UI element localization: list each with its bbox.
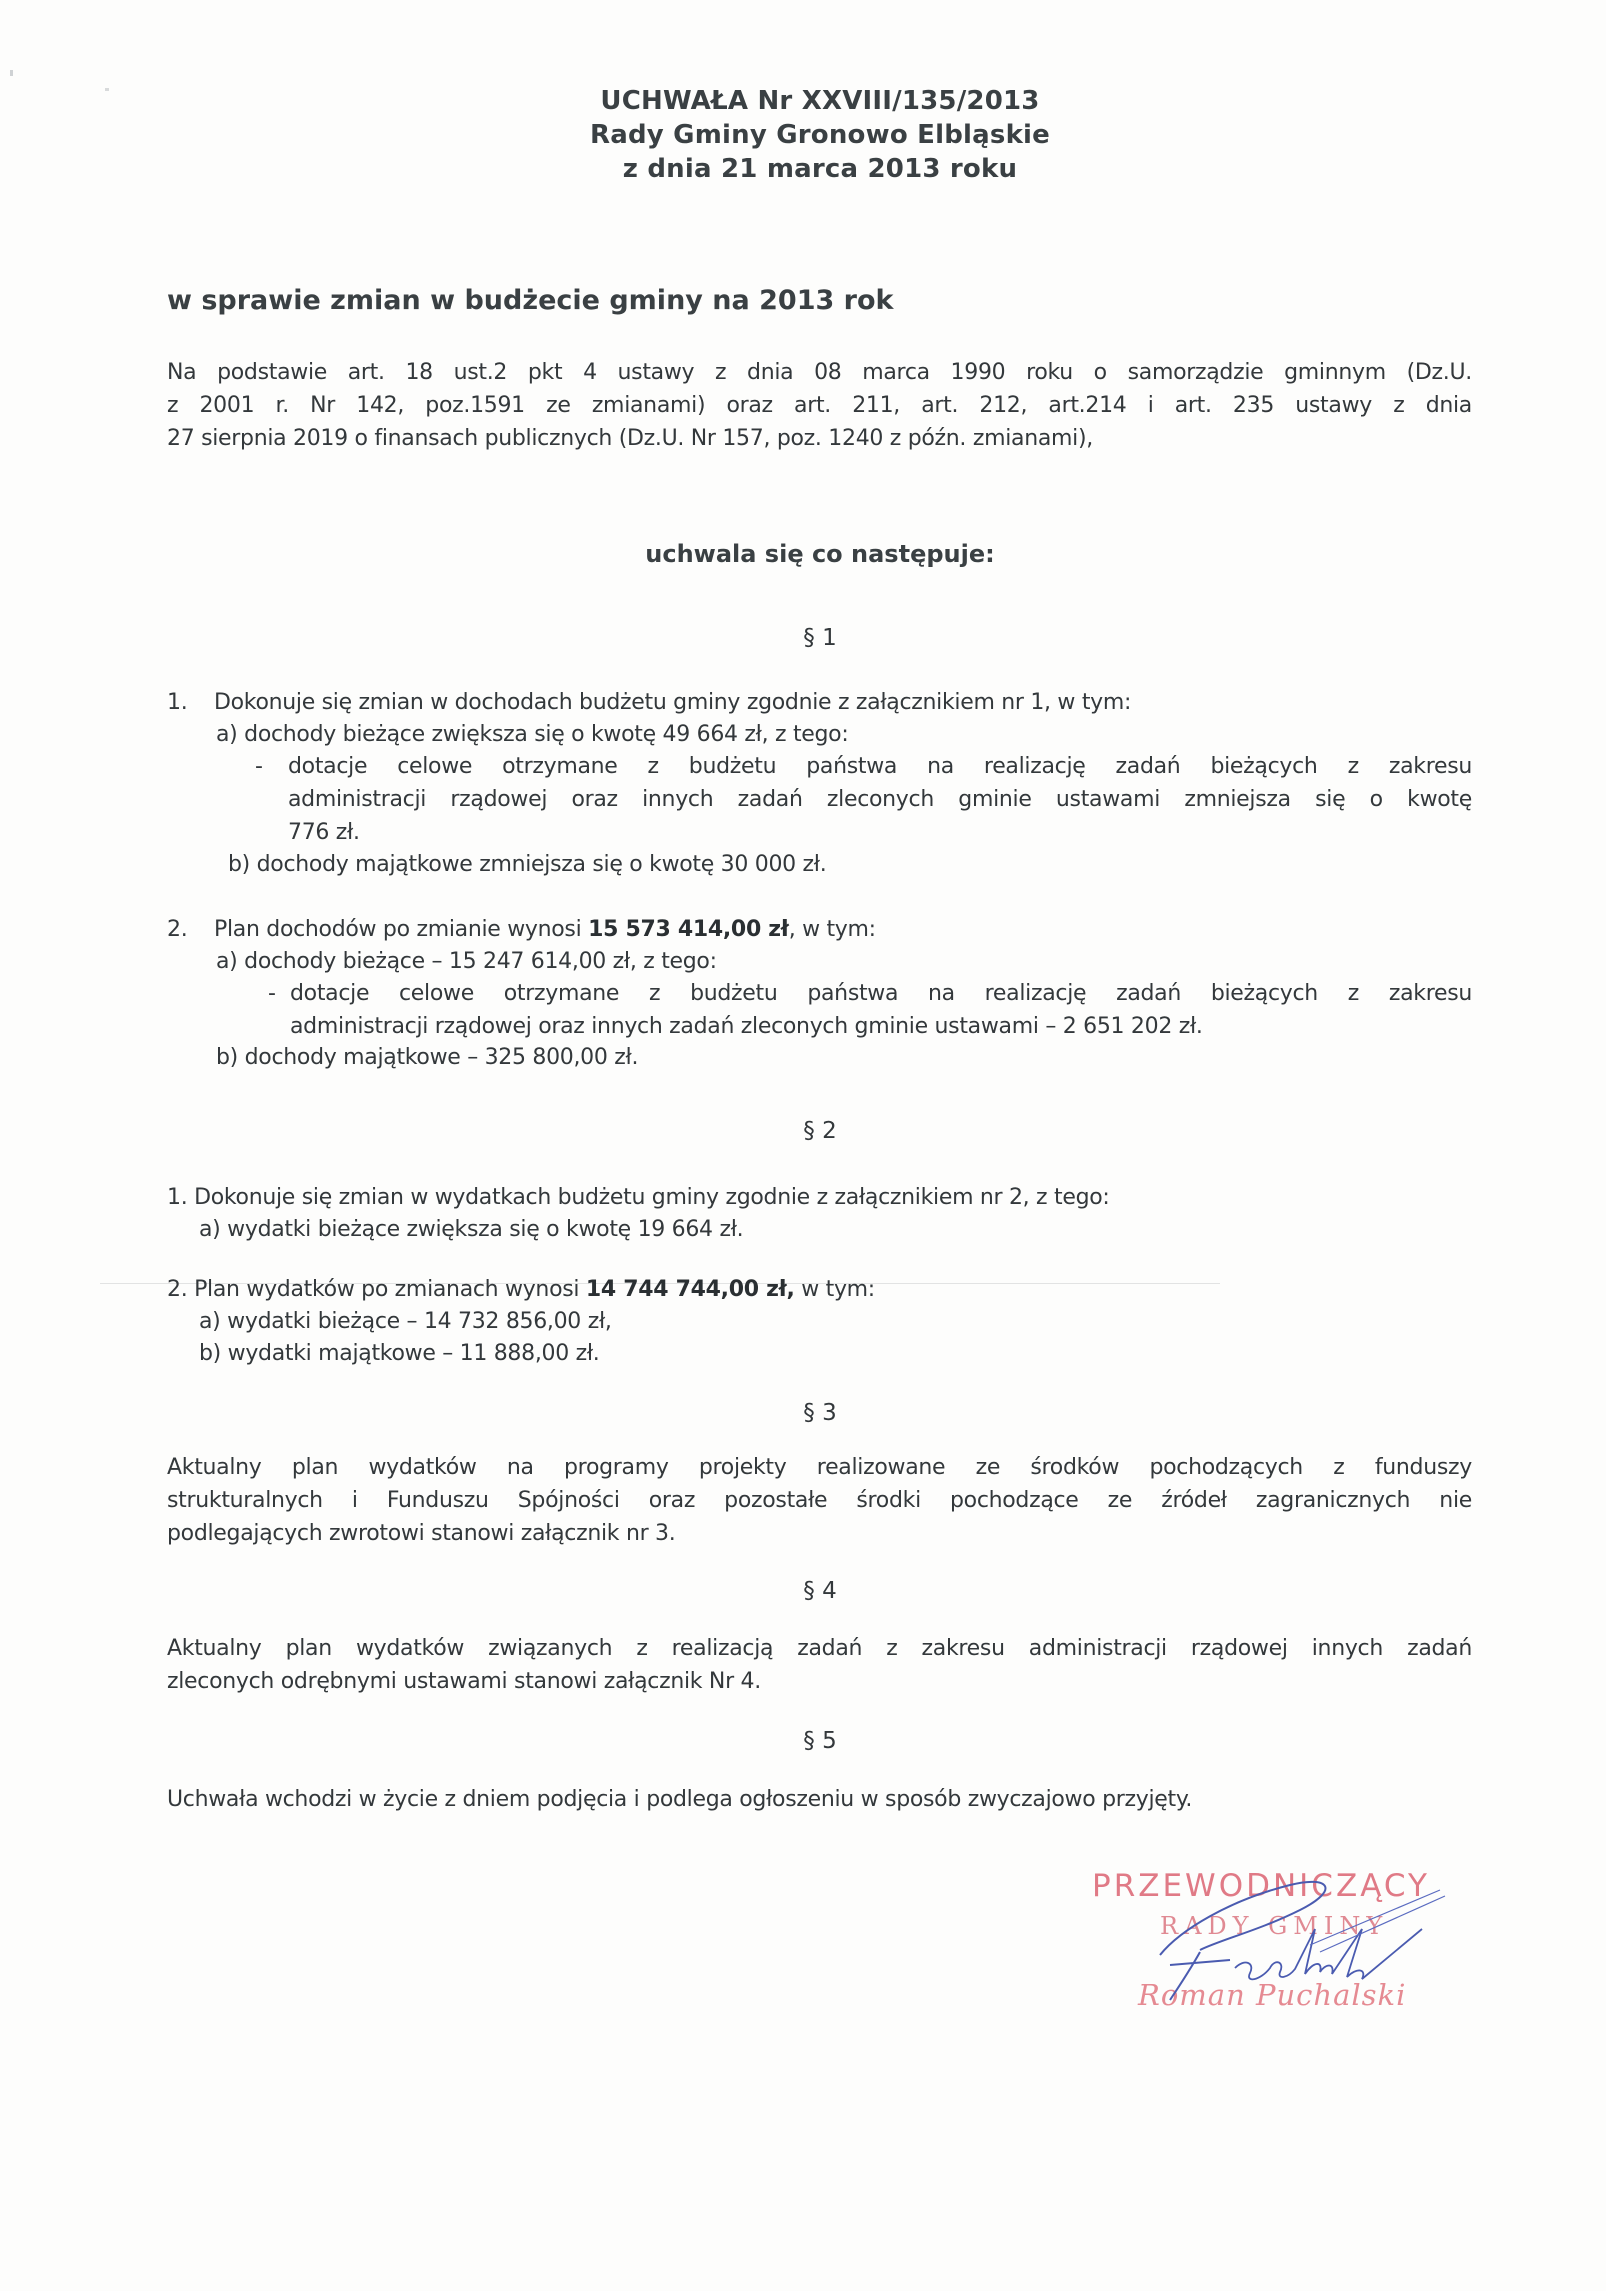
s1-item2-text-after: , w tym:	[788, 917, 876, 942]
s2-item2-text-after: w tym:	[794, 1277, 875, 1302]
s3-line: strukturalnych i Funduszu Spójności oraz pozostałe środki pochodzące ze źródeł zagranicznych nie	[167, 1488, 1472, 1513]
s2-item2-amount: 14 744 744,00 zł,	[585, 1277, 795, 1302]
section-heading-5: § 5	[803, 1728, 837, 1754]
s4-paragraph	[167, 1632, 1472, 1698]
s3-paragraph	[167, 1451, 1472, 1550]
s1-item1-text: Dokonuje się zmian w dochodach budżetu gminy zgodnie z załącznikiem nr 1, w tym:	[214, 690, 1132, 715]
s1-item2-number: 2.	[167, 917, 188, 942]
preamble-line: z 2001 r. Nr 142, poz.1591 ze zmianami) oraz art. 211, art. 212, art.214 i art. 235 ustawy z dnia	[167, 393, 1472, 418]
section-heading-2: § 2	[803, 1118, 837, 1144]
s1-item1-a-sub-line: 776 zł.	[288, 820, 360, 845]
s2-item2-a: a) wydatki bieżące – 14 732 856,00 zł,	[199, 1309, 612, 1334]
resolves-heading: uchwala się co następuje:	[645, 540, 995, 568]
s2-item2-b: b) wydatki majątkowe – 11 888,00 zł.	[199, 1341, 600, 1366]
s1-item2-a-sub	[290, 977, 1472, 1043]
preamble-line: 27 sierpnia 2019 o finansach publicznych (Dz.U. Nr 157, poz. 1240 z późn. zmianami),	[167, 426, 1093, 451]
s1-item2-b: b) dochody majątkowe – 325 800,00 zł.	[216, 1045, 639, 1070]
s2-item2-text	[167, 1273, 875, 1306]
signature-stroke	[1310, 1890, 1445, 1952]
s4-line: Aktualny plan wydatków związanych z realizacją zadań z zakresu administracji rządowej innych zadań	[167, 1636, 1472, 1661]
signature-stroke	[1160, 1882, 1325, 1955]
stamp-name: Roman Puchalski	[1138, 1978, 1407, 2012]
section-heading-4: § 4	[803, 1578, 837, 1604]
preamble	[167, 356, 1472, 455]
document-title-line-1: UCHWAŁA Nr XXVIII/135/2013	[600, 86, 1040, 116]
s1-item1-b: b) dochody majątkowe zmniejsza się o kwotę 30 000 zł.	[228, 852, 827, 877]
s5-text: Uchwała wchodzi w życie z dniem podjęcia i podlega ogłoszeniu w sposób zwyczajowo przyjęty.	[167, 1787, 1193, 1812]
s2-item1-text: 1. Dokonuje się zmian w wydatkach budżetu gminy zgodnie z załącznikiem nr 2, z tego:	[167, 1185, 1110, 1210]
s1-item1-a-sub	[288, 750, 1472, 849]
s1-item1-a-dash: -	[255, 754, 263, 779]
s3-line: Aktualny plan wydatków na programy projekty realizowane ze środków pochodzących z funduszy	[167, 1455, 1472, 1480]
s1-item1-a-sub-line: administracji rządowej oraz innych zadań zleconych gminie ustawami zmniejsza się o kwotę	[288, 787, 1472, 812]
document-title-line-3: z dnia 21 marca 2013 roku	[622, 154, 1018, 184]
s1-item2-text-before: Plan dochodów po zmianie wynosi	[214, 917, 589, 942]
section-heading-1: § 1	[803, 625, 837, 651]
preamble-line: Na podstawie art. 18 ust.2 pkt 4 ustawy z dnia 08 marca 1990 roku o samorządzie gminnym (Dz.U.	[167, 360, 1472, 385]
s1-item2-a-dash: -	[268, 981, 276, 1006]
stamp-title: PRZEWODNICZĄCY	[1092, 1868, 1430, 1904]
s1-item2-a-sub-line: dotacje celowe otrzymane z budżetu państwa na realizację zadań bieżących z zakresu	[290, 981, 1472, 1006]
stamp-subtitle: RADY GMINY	[1160, 1912, 1389, 1940]
s1-item2-a: a) dochody bieżące – 15 247 614,00 zł, z tego:	[216, 949, 717, 974]
scan-artifact	[10, 70, 13, 76]
handwritten-signature	[1140, 1860, 1460, 2020]
s1-item1-a-sub-line: dotacje celowe otrzymane z budżetu państwa na realizację zadań bieżących z zakresu	[288, 754, 1472, 779]
s2-item1-a: a) wydatki bieżące zwiększa się o kwotę 19 664 zł.	[199, 1217, 744, 1242]
s4-line: zleconych odrębnymi ustawami stanowi załącznik Nr 4.	[167, 1669, 761, 1694]
s1-item2-amount: 15 573 414,00 zł	[588, 917, 789, 942]
s3-line: podlegających zwrotowi stanowi załącznik nr 3.	[167, 1521, 676, 1546]
document-subject: w sprawie zmian w budżecie gminy na 2013 rok	[167, 285, 894, 316]
s1-item1-a: a) dochody bieżące zwiększa się o kwotę 49 664 zł, z tego:	[216, 722, 849, 747]
s1-item1-number: 1.	[167, 690, 188, 715]
s1-item2-text	[214, 913, 876, 946]
document-title-line-2: Rady Gminy Gronowo Elbląskie	[589, 120, 1051, 150]
s1-item2-a-sub-line: administracji rządowej oraz innych zadań zleconych gminie ustawami – 2 651 202 zł.	[290, 1014, 1203, 1039]
section-heading-3: § 3	[803, 1400, 837, 1426]
signature-stroke	[1170, 1952, 1230, 2000]
s2-item2-text-before: 2. Plan wydatków po zmianach wynosi	[167, 1277, 586, 1302]
